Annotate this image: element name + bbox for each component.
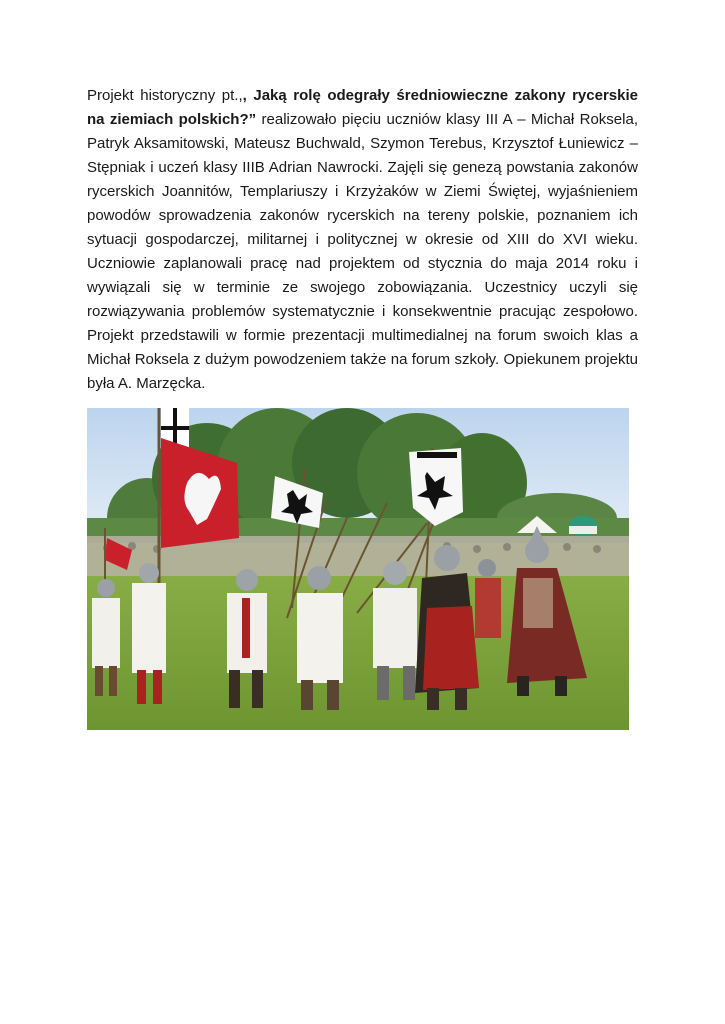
description-body: realizowało pięciu uczniów klasy III A – Michał Roksela, Patryk Aksamitowski, Mateusz Buchwald, Szymon Terebus, Krzysztof Łuniewicz – Stępniak i uczeń klasy IIIB Adrian Nawrocki. Zajęli się genezą powstania zakonów rycerskich Joannitów, Templariuszy i Krzyżaków w Ziemi Świętej, wyjaśnieniem powodów sprowadzenia zakonów rycerskich na tereny polskie, poznaniem ich sytuacji gospodarczej, militarnej i politycznej w okresie od XIII do XVI wieku. Uczniowie zaplanowali pracę nad projektem od stycznia do maja 2014 roku i wywiązali się w terminie ze swojego zobowiązania. Uczestnicy uczyli się rozwiązywania problemów systematycznie i konsekwentnie pracując zespołowo. Projekt przedstawili w formie prezentacji multimedialnej na forum swoich klas a Michał Roksela z dużym powodzeniem także na forum szkoły. Opiekunem projektu była A. Marzęcka.: [87, 111, 638, 392]
project-title: , Jaką rolę odegrały średniowieczne zakony rycerskie na ziemiach polskich?”: [87, 87, 638, 128]
project-description: [87, 84, 638, 396]
battle-reenactment-photo: [87, 408, 629, 730]
intro-text: Projekt historyczny pt.,: [87, 87, 243, 104]
photo-illustration: [87, 408, 629, 730]
